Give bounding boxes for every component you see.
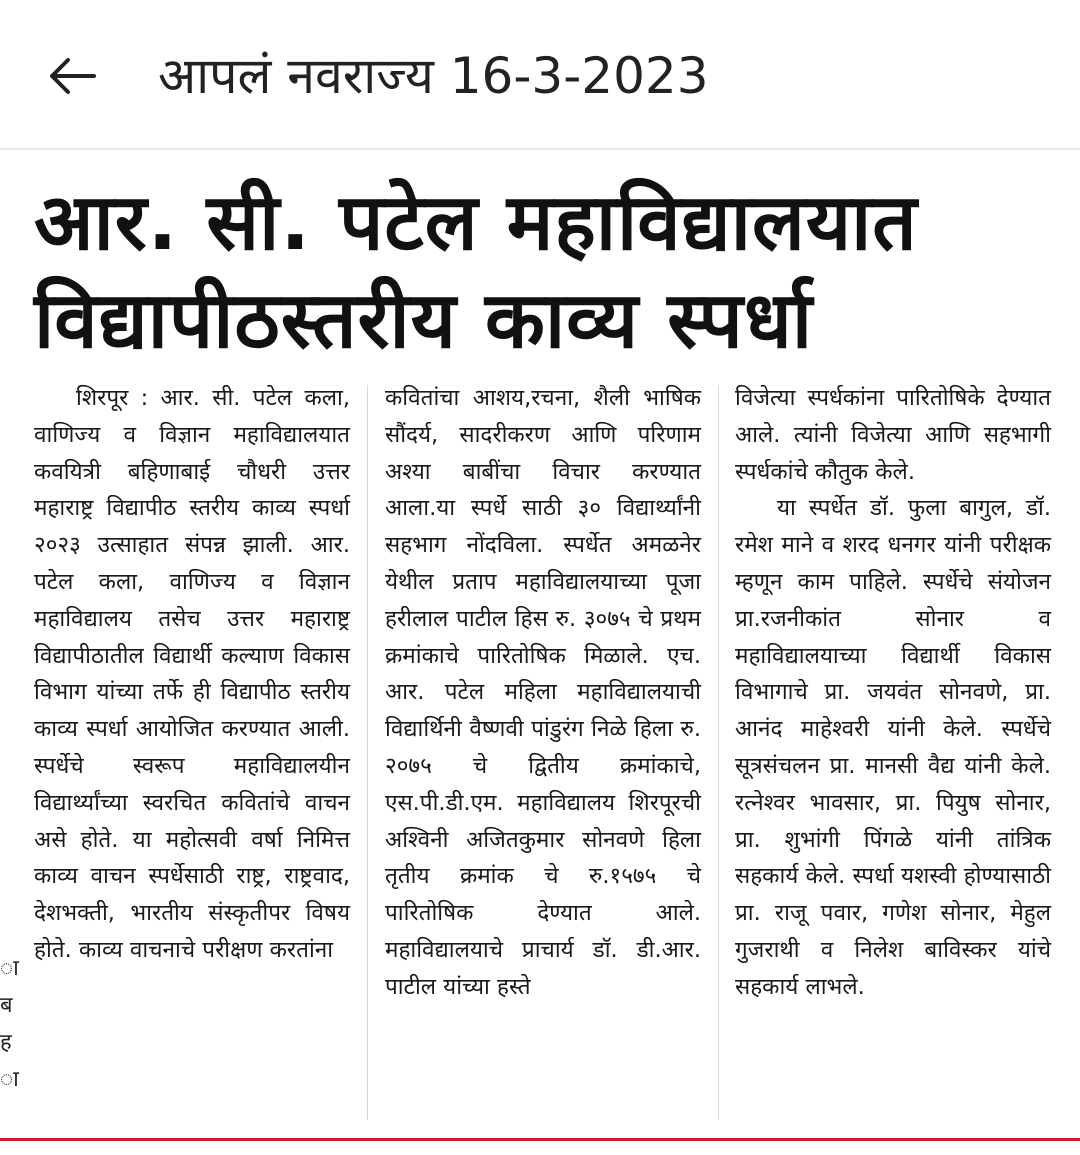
cropped-column-fragment: ा ब ह ा: [0, 956, 19, 1092]
column-3-paragraph-1: विजेत्या स्पर्धकांना पारितोषिके देण्यात आले. त्यांनी विजेत्या आणि सहभागी स्पर्धकांचे कौतुक केले.: [735, 385, 1051, 485]
page-title: आपलं नवराज्य 16-3-2023: [158, 47, 709, 105]
column-3-paragraph-2: या स्पर्धेत डॉ. फुला बागुल, डॉ. रमेश माने व शरद धनगर यांनी परीक्षक म्हणून काम पाहिले. स्पर्धेचे संयोजन प्रा.रजनीकांत सोनार व महाविद्यालयाच्या विद्यार्थी विकास विभागाचे प्रा. जयवंत सोनवणे, प्रा. आनंद माहेश्वरी यांनी केले. स्पर्धेचे सूत्रसंचलन प्रा. मानसी वैद्य यांनी केले. रत्नेश्वर भावसार, प्रा. पियुष सोनार, प्रा. शुभांगी पिंगळे यांनी तांत्रिक सहकार्य केले. स्पर्धा यशस्वी होण्यासाठी प्रा. राजू पवार, गणेश सोनार, मेहुल गुजराथी व निलेश बाविस्कर यांचे सहकार्य लाभले.: [735, 495, 1051, 1000]
app-header: [0, 0, 1080, 150]
article-headline: [34, 174, 1064, 370]
back-button[interactable]: [40, 46, 104, 106]
column-2-text: कवितांचा आशय,रचना, शैली भाषिक सौंदर्य, सादरीकरण आणि परिणाम अश्या बाबींचा विचार करण्यात आला.या स्पर्धे साठी ३० विद्यार्थ्यांनी सहभाग नोंदविला. स्पर्धेत अमळनेर येथील प्रताप महाविद्यालयाच्या पूजा हरीलाल पाटील हिस रु. ३०७५ चे प्रथम क्रमांकाचे पारितोषिक मिळाले. एच. आर. पटेल महिला महाविद्यालयाची विद्यार्थिनी वैष्णवी पांडुरंग निळे हिला रु. २०७५ चे द्वितीय क्रमांकाचे, एस.पी.डी.एम. महाविद्यालय शिरपूरची अश्विनी अजितकुमार सोनवणे हिला तृतीय क्रमांक चे रु.१५७५ चे पारितोषिक देण्यात आले. महाविद्यालयाचे प्राचार्य डॉ. डी.आर. पाटील यांच्या हस्ते: [385, 385, 701, 1000]
arrow-left-icon: [46, 56, 98, 96]
article-column-3: [735, 380, 1051, 1125]
column-divider: [718, 385, 719, 1120]
bottom-accent-rule: [0, 1138, 1080, 1141]
headline-line-2: विद्यापीठस्तरीय काव्य स्पर्धा: [34, 276, 814, 366]
column-divider: [367, 385, 368, 1120]
column-1-text: शिरपूर : आर. सी. पटेल कला, वाणिज्य व विज्ञान महाविद्यालयात कवयित्री बहिणाबाई चौधरी उत्तर महाराष्ट्र विद्यापीठ स्तरीय काव्य स्पर्धा २०२३ उत्साहात संपन्न झाली. आर. पटेल कला, वाणिज्य व विज्ञान महाविद्यालय तसेच उत्तर महाराष्ट्र विद्यापीठातील विद्यार्थी कल्याण विकास विभाग यांच्या तर्फे ही विद्यापीठ स्तरीय काव्य स्पर्धा आयोजित करण्यात आली. स्पर्धेचे स्वरूप महाविद्यालयीन विद्यार्थ्यांच्या स्वरचित कवितांचे वाचन असे होते. या महोत्सवी वर्षा निमित्त काव्य वाचन स्पर्धेसाठी राष्ट्र, राष्ट्रवाद, देशभक्ती, भारतीय संस्कृतीपर विषय होते. काव्य वाचनाचे परीक्षण करतांना: [34, 385, 350, 963]
article-column-2: [385, 380, 701, 1125]
newspaper-clipping: [0, 150, 1080, 1140]
headline-line-1: आर. सी. पटेल महाविद्यालयात: [34, 178, 918, 268]
article-column-1: [34, 380, 350, 1125]
